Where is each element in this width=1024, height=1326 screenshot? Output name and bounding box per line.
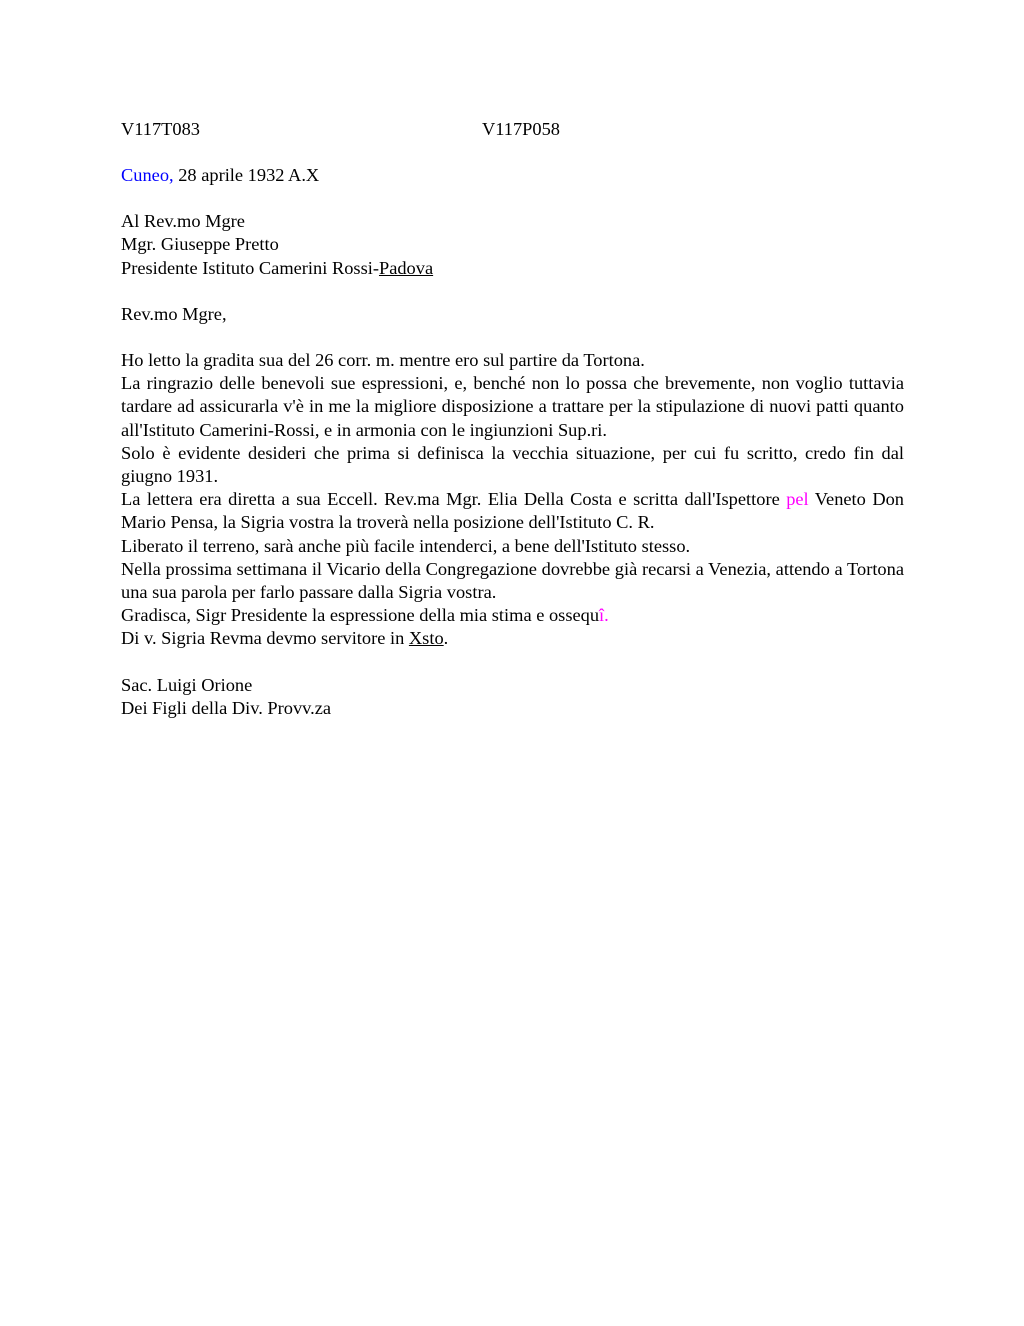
- address-city: Padova: [378, 257, 434, 278]
- recipient-address: [121, 210, 904, 280]
- body-paragraph-4: [121, 488, 904, 534]
- body-paragraph-7-start: Gradisca, Sigr Presidente la espressione della mia stima e ossequ: [121, 605, 600, 626]
- address-line-2: Mgr. Giuseppe Pretto: [121, 234, 279, 255]
- body-paragraph-8-start: Di v. Sigria Revma devmo servitore in: [121, 628, 409, 649]
- body-paragraph-8: [121, 627, 904, 650]
- body-paragraph-8-end: .: [443, 628, 449, 649]
- body-paragraph-1: Ho letto la gradita sua del 26 corr. m. mentre ero sul partire da Tortona.: [121, 350, 645, 371]
- highlight-pel: pel: [786, 489, 809, 510]
- highlight-ossequi: î.: [599, 605, 609, 626]
- address-line-3: [121, 257, 904, 280]
- ref-code-right: V117P058: [482, 119, 560, 139]
- dateline-place: Cuneo,: [121, 165, 174, 185]
- letter-body: [121, 349, 904, 651]
- body-paragraph-7: [121, 604, 904, 627]
- letter-page: [121, 118, 904, 720]
- address-line-3-prefix: Presidente Istituto Camerini Rossi-: [121, 257, 379, 278]
- body-paragraph-3: Solo è evidente desideri che prima si definisca la vecchia situazione, per cui fu scritto, credo fin dal giugno 1931.: [121, 442, 904, 487]
- reference-codes: [121, 118, 904, 141]
- body-paragraph-4-end: Veneto Don Mario Pensa, la Sigria vostra la troverà nella posizione dell'Istituto C. R.: [121, 489, 904, 533]
- body-paragraph-6: Nella prossima settimana il Vicario della Congregazione dovrebbe già recarsi a Venezia, attendo a Tortona una sua parola per farlo passare dalla Sigria vostra.: [121, 558, 904, 603]
- ref-code-left: V117T083: [121, 119, 201, 139]
- dateline-date: 28 aprile 1932 A.X: [173, 165, 320, 185]
- xsto-word: Xsto: [408, 628, 444, 649]
- dateline: [121, 164, 904, 187]
- body-paragraph-2: La ringrazio delle benevoli sue espressioni, e, benché non lo possa che brevemente, non voglio tuttavia tardare ad assicurarla v'è in me la migliore disposizione a trattare per la stipulazione di nuovi patti quanto all'Istituto Camerini-Rossi, e in armonia con le ingiunzioni Sup.ri.: [121, 373, 904, 440]
- signature-title: Dei Figli della Div. Provv.za: [121, 697, 332, 718]
- signature-name: Sac. Luigi Orione: [121, 674, 253, 695]
- address-line-1: Al Rev.mo Mgre: [121, 211, 245, 232]
- body-paragraph-5: Liberato il terreno, sarà anche più facile intenderci, a bene dell'Istituto stesso.: [121, 535, 691, 556]
- signature: [121, 674, 904, 720]
- body-paragraph-4-start: La lettera era diretta a sua Eccell. Rev.ma Mgr. Elia Della Costa e scritta dall'Ispettore: [121, 489, 787, 510]
- salutation: Rev.mo Mgre,: [121, 303, 227, 324]
